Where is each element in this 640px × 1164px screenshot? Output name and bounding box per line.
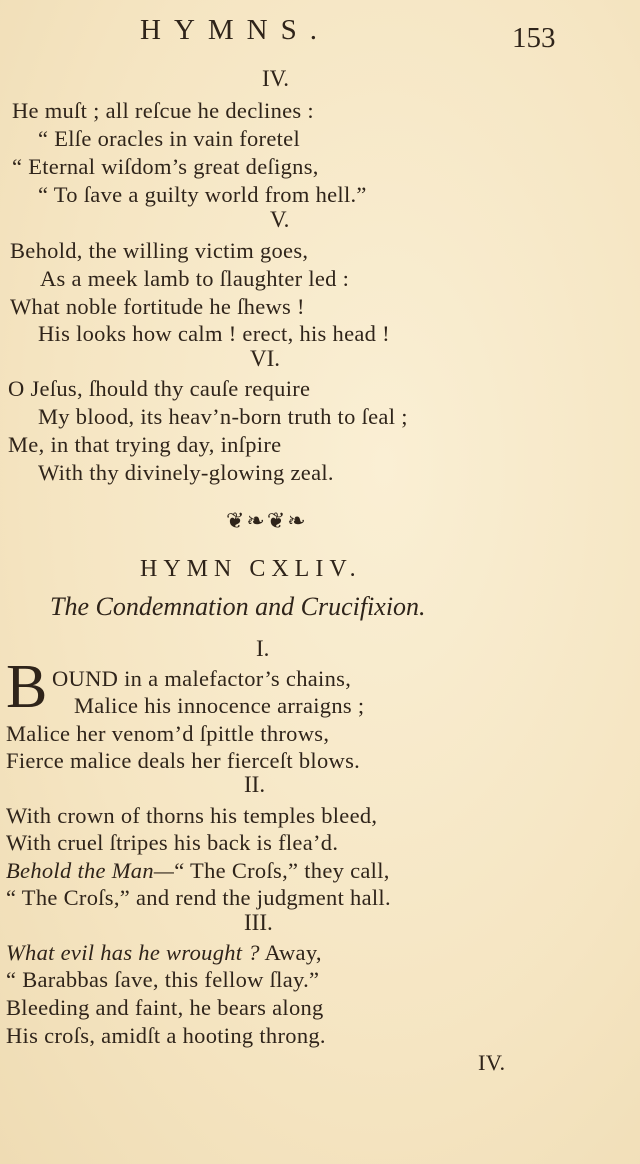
italic-phrase: Behold the Man— xyxy=(6,858,175,883)
verse-line: “ Elſe oracles in vain foretel xyxy=(38,126,301,151)
italic-phrase: What evil has he wrought ? xyxy=(6,940,260,965)
verse-text: “ The Croſs,” they call, xyxy=(174,858,390,883)
verse-line: “ Barabbas ſave, this fellow ſlay.” xyxy=(6,967,320,992)
verse-line: Malice his innocence arraigns ; xyxy=(74,693,365,718)
stanza-number: IV. xyxy=(262,66,290,91)
ornament-divider: ❦❧❦❧ xyxy=(226,508,308,533)
verse-line: Malice her venom’d ſpittle throws, xyxy=(6,721,330,746)
verse-line: With thy divinely-glowing zeal. xyxy=(38,460,334,485)
verse-line: Bleeding and faint, he bears along xyxy=(6,995,324,1020)
catchword: IV. xyxy=(478,1050,506,1075)
verse-line: “ Eternal wiſdom’s great deſigns, xyxy=(12,154,319,179)
verse-line: Fierce malice deals her fierceſt blows. xyxy=(6,748,361,773)
verse-line: “ The Croſs,” and rend the judgment hall. xyxy=(6,885,391,910)
verse-line: With crown of thorns his temples bleed, xyxy=(6,803,378,828)
stanza-number: III. xyxy=(244,910,273,935)
verse-line: “ To ſave a guilty world from hell.” xyxy=(38,182,367,207)
hymn-subtitle: The Condemnation and Crucifixion. xyxy=(50,592,426,621)
hymn-title: HYMN CXLIV. xyxy=(140,556,362,582)
stanza-number: V. xyxy=(270,207,290,232)
verse-line: He muſt ; all reſcue he declines : xyxy=(12,98,314,123)
verse-line: With cruel ſtripes his back is flea’d. xyxy=(6,830,339,855)
running-head: HYMNS. xyxy=(140,14,330,46)
verse-line: My blood, its heav’n-born truth to ſeal ; xyxy=(38,404,408,429)
stanza-number: II. xyxy=(244,772,266,797)
drop-cap: B xyxy=(6,653,48,721)
verse-line: Me, in that trying day, inſpire xyxy=(8,432,282,457)
verse-line: His looks how calm ! erect, his head ! xyxy=(38,321,390,346)
verse-line: OUND in a malefactor’s chains, xyxy=(52,666,352,691)
verse-line: What noble fortitude he ſhews ! xyxy=(10,294,305,319)
verse-line xyxy=(6,940,322,966)
stanza-number: I. xyxy=(256,636,270,661)
page-number: 153 xyxy=(512,22,556,54)
stanza-number: VI. xyxy=(250,346,281,371)
verse-text: Away, xyxy=(259,940,322,965)
verse-line: His croſs, amidſt a hooting throng. xyxy=(6,1023,326,1048)
verse-line: O Jeſus, ſhould thy cauſe require xyxy=(8,376,311,401)
verse-line xyxy=(6,858,390,884)
verse-line: As a meek lamb to ſlaughter led : xyxy=(40,266,350,291)
verse-line: Behold, the willing victim goes, xyxy=(10,238,309,263)
